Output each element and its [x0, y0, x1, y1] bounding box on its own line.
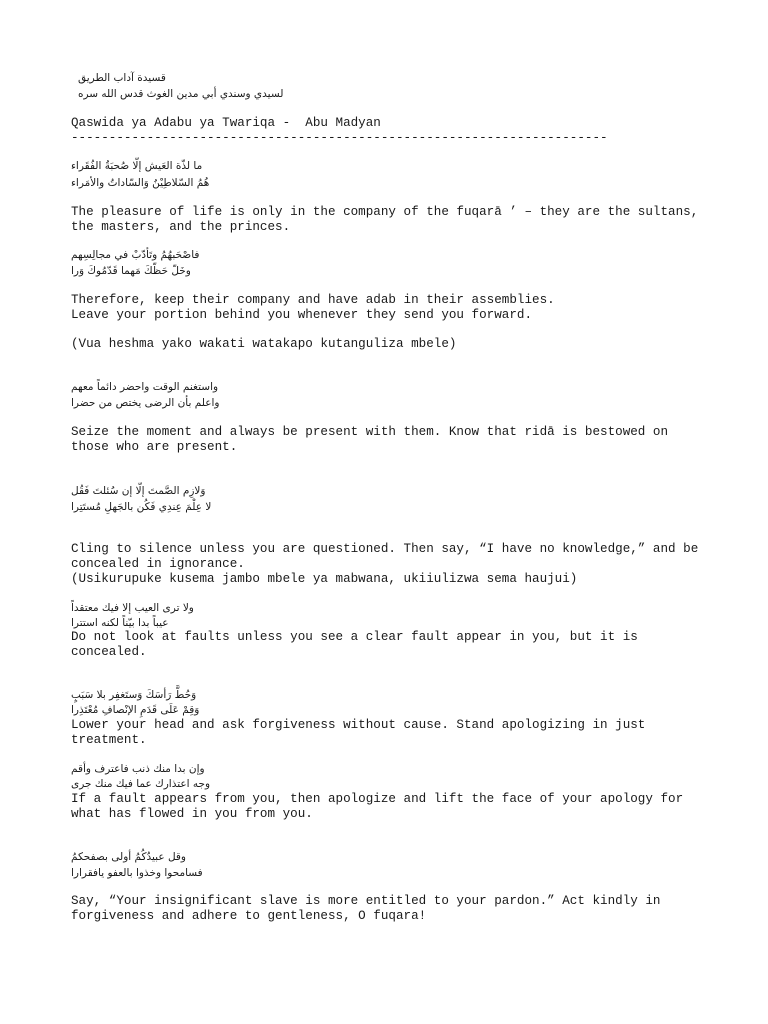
arabic-attribution: لسيدي وسندي أبي مدين الغوث قدس الله سره [78, 88, 284, 100]
verse-5-english-2: concealed. [71, 645, 147, 659]
divider: ----------------------------------------------------------------------- [71, 131, 608, 145]
verse-6-arabic-2: وَقِمْ عَلَى قَدَمِ الإنْصافِ مُعْتَذِرا [71, 704, 200, 716]
verse-8-arabic-1: وقل عبيدُكُمُ أولى بصفحكمُ [71, 851, 186, 863]
verse-2-english-1: Therefore, keep their company and have adab in their assemblies. [71, 293, 555, 307]
verse-2-swahili: (Vua heshma yako wakati watakapo kutanguliza mbele) [71, 337, 457, 351]
verse-5-english-1: Do not look at faults unless you see a clear fault appear in you, but it is [71, 630, 638, 644]
verse-4-arabic-2: لا عِلْمَ عِندِي فَكُن بالجَهلِ مُستَتِرا [71, 501, 212, 513]
verse-4-english-2: concealed in ignorance. [71, 557, 245, 571]
verse-6-english-1: Lower your head and ask forgiveness without cause. Stand apologizing in just [71, 718, 646, 732]
verse-2-arabic-2: وخَلّ حَظّكَ مَهما قَدّمُوكَ وَرا [71, 265, 191, 277]
verse-3-english-2: those who are present. [71, 440, 238, 454]
verse-1-english-1: The pleasure of life is only in the company of the fuqarā ’ – they are the sultans, [71, 205, 699, 219]
verse-3-english-1: Seize the moment and always be present with them. Know that ridā is bestowed on [71, 425, 669, 439]
verse-5-arabic-2: عيباً بدا بيّناً لكنه استترا [71, 617, 169, 629]
verse-1-arabic-2: هُمُ السّلاطِيْنُ وَالسّاداتُ والأمَراء [71, 177, 210, 189]
verse-8-arabic-2: فسامحوا وخذوا بالعفو يافقرارا [71, 867, 203, 879]
verse-6-arabic-1: وَحُطَّ رَأسَكَ وَستَغفِر بلا سَبَبٍ [71, 689, 197, 701]
verse-6-english-2: treatment. [71, 733, 147, 747]
verse-7-english-1: If a fault appears from you, then apologize and lift the face of your apology for [71, 792, 684, 806]
verse-4-arabic-1: وَلازِم الصَّمتَ إلّا إن سُئلتَ فَقُل [71, 485, 206, 497]
verse-4-english-1: Cling to silence unless you are questioned. Then say, “I have no knowledge,” and be [71, 542, 699, 556]
verse-5-arabic-1: ولا ترى العيب إلا فيك معتقداً [71, 602, 194, 614]
verse-8-english-2: forgiveness and adhere to gentleness, O fuqara! [71, 909, 427, 923]
verse-7-english-2: what has flowed in you from you. [71, 807, 313, 821]
verse-3-arabic-1: واستغنم الوقت واحضر دائماً معهم [71, 381, 219, 393]
verse-8-english-1: Say, “Your insignificant slave is more entitled to your pardon.” Act kindly in [71, 894, 661, 908]
arabic-title: قسيدة آداب الطريق [78, 72, 166, 84]
verse-7-arabic-1: وإن بدا منك ذنب فاعترف وأقم [71, 763, 205, 775]
verse-3-arabic-2: واعلم بأن الرضى يختص من حضرا [71, 397, 220, 409]
verse-4-swahili: (Usikurupuke kusema jambo mbele ya mabwana, ukiiulizwa sema haujui) [71, 572, 578, 586]
verse-1-english-2: the masters, and the princes. [71, 220, 291, 234]
verse-2-arabic-1: فاصْحَبهُمُ وتَأدّبْ في مجالِسِهم [71, 249, 200, 261]
verse-1-arabic-1: ما لذّة العَيش إلّا صُحبَةُ الفُقَراء [71, 160, 203, 172]
poem-title: Qaswida ya Adabu ya Twariqa - Abu Madyan [71, 116, 381, 130]
verse-7-arabic-2: وجه اعتذارك عما فيك منك جرى [71, 778, 211, 790]
verse-2-english-2: Leave your portion behind you whenever they send you forward. [71, 308, 533, 322]
